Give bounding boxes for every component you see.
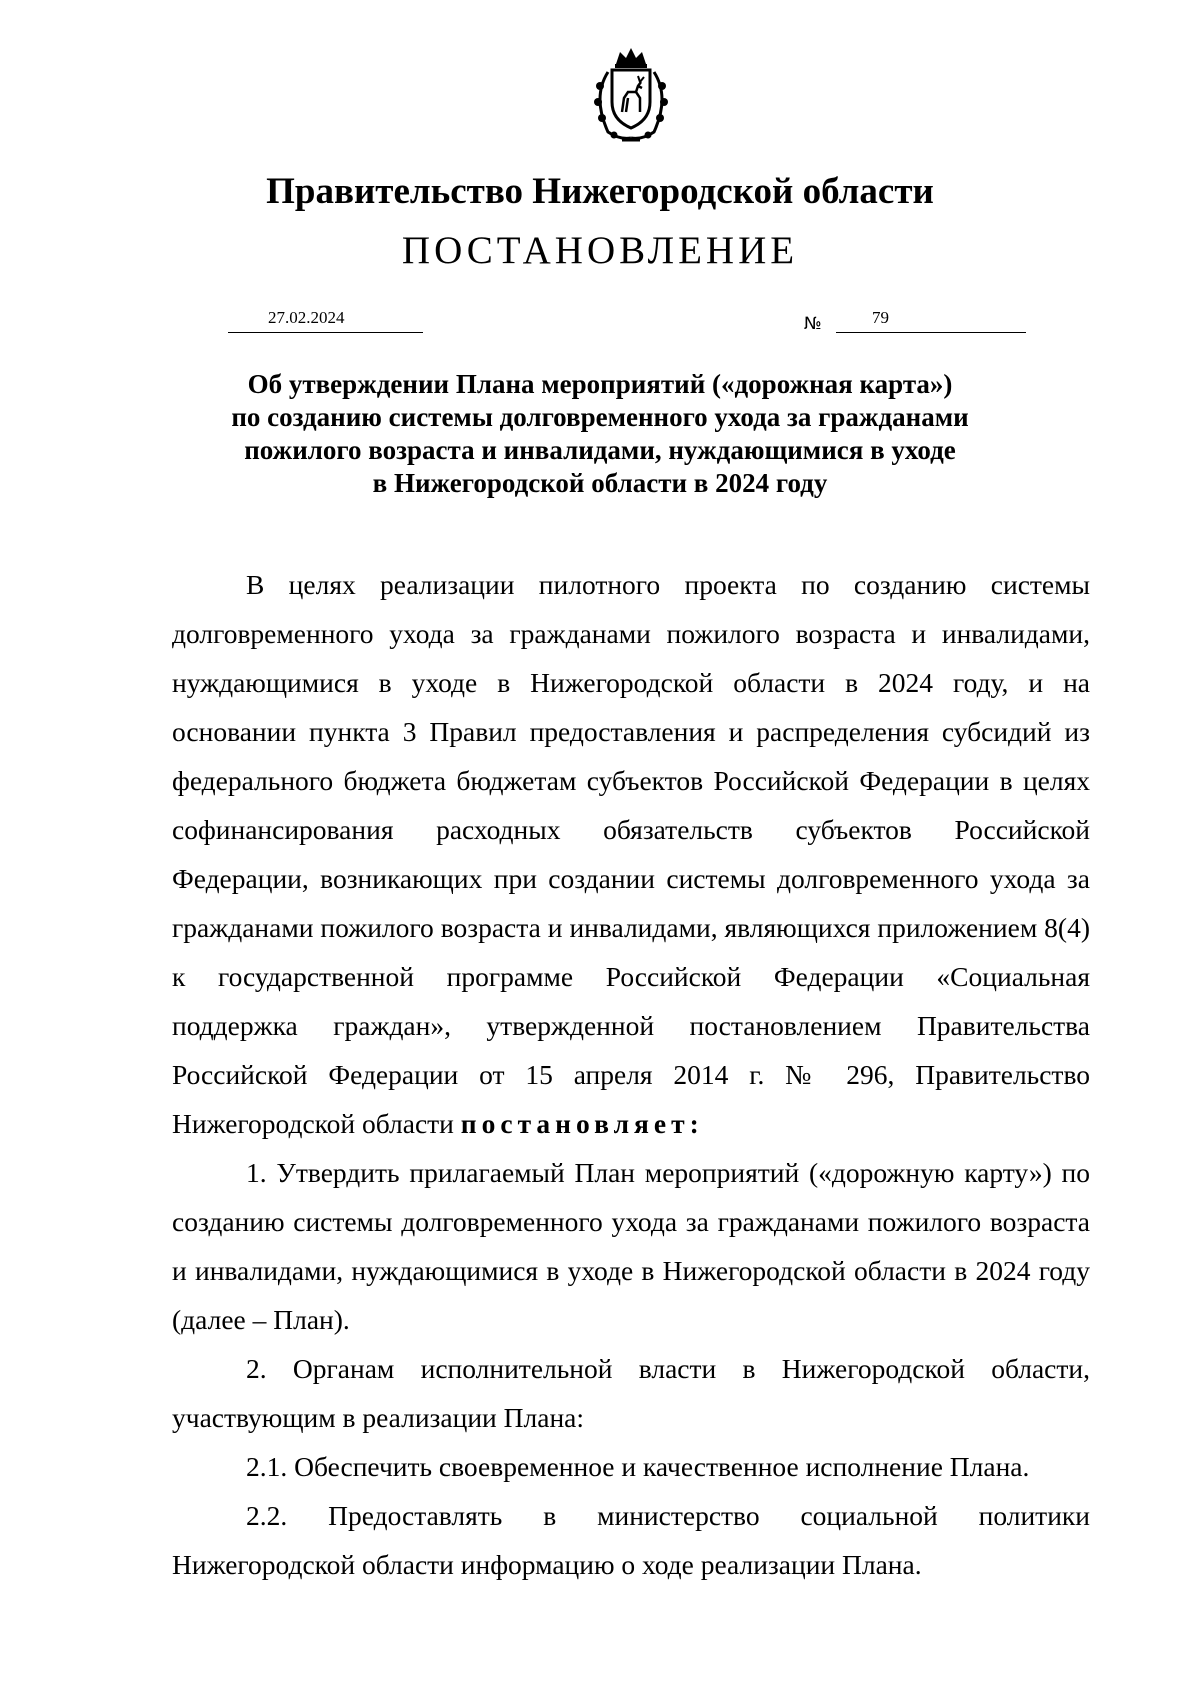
subject-line: в Нижегородской области в 2024 году: [372, 468, 828, 498]
clause-2-2-paragraph: 2.2. Предоставлять в министерство социальной политики Нижегородской области информацию о ходе реализации Плана.: [172, 1500, 1090, 1580]
subject-line: пожилого возраста и инвалидами, нуждающимися в уходе: [244, 435, 956, 465]
document-type-title: ПОСТАНОВЛЕНИЕ: [401, 229, 799, 272]
number-field: [836, 308, 1026, 333]
document-number: 79: [872, 308, 889, 327]
preamble-paragraph: [172, 560, 1090, 1148]
coat-of-arms-emblem: [578, 42, 684, 148]
document-subject: [170, 368, 1030, 500]
subject-line: Об утверждении Плана мероприятий («дорожная карта»): [247, 369, 953, 399]
number-label: №: [804, 314, 822, 334]
document-body: [172, 560, 1090, 1589]
date-field: [228, 308, 423, 333]
clause-2-1-paragraph: 2.1. Обеспечить своевременное и качественное исполнение Плана.: [246, 1451, 1030, 1482]
document-date: 27.02.2024: [268, 308, 345, 327]
decree-word: постановляет:: [460, 1108, 704, 1139]
clause-2-paragraph: 2. Органам исполнительной власти в Нижегородской области, участвующим в реализации Плана:: [172, 1353, 1090, 1433]
preamble-text: В целях реализации пилотного проекта по созданию системы долговременного ухода за гражданами пожилого возраста и инвалидами, нуждающимися в уходе в Нижегородской области в 2024 году, и на основании пункта 3 Правил предоставления и распределения субсидий из федерального бюджета бюджетам субъектов Российской Федерации в целях софинансирования расходных обязательств субъектов Российской Федерации, возникающих при создании системы долговременного ухода за гражданами пожилого возраста и инвалидами, являющихся приложением 8(4) к государственной программе Российской Федерации «Социальная поддержка граждан», утвержденной постановлением Правительства Российской Федерации от 15 апреля 2014 г. № 296, Правительство Нижегородской области: [172, 569, 1090, 1139]
government-title: Правительство Нижегородской области: [266, 171, 934, 212]
clause-1-paragraph: 1. Утвердить прилагаемый План мероприятий («дорожную карту») по созданию системы долговременного ухода за гражданами пожилого возраста и инвалидами, нуждающимися в уходе в Нижегородской области в 2024 году (далее – План).: [172, 1157, 1090, 1335]
subject-line: по созданию системы долговременного ухода за гражданами: [231, 402, 969, 432]
